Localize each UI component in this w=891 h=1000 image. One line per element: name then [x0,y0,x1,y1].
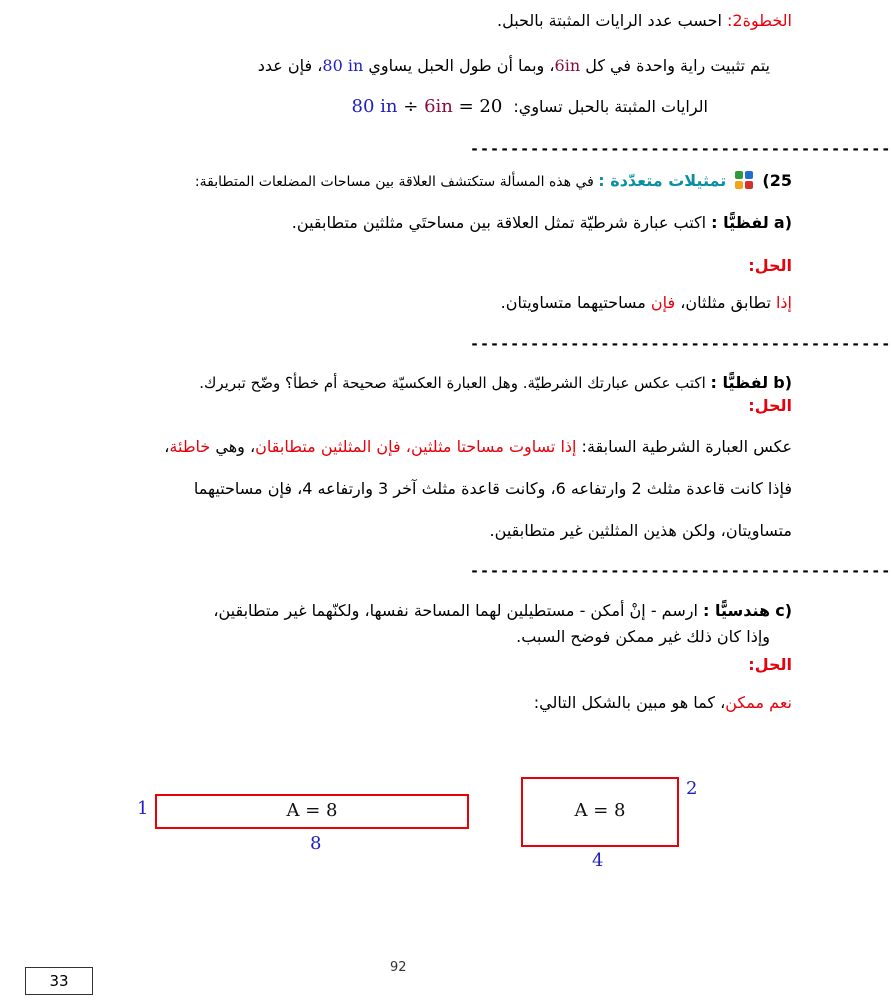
solution-label-c: الحل: [748,655,792,674]
qc-line [0,600,792,622]
step2-line [0,10,792,32]
para2-text: الرايات المثبتة بالحبل تساوي: [508,97,708,116]
ans-a-then: فإن [650,293,676,312]
rect1-area: A = 8 [286,800,338,821]
rect2-height: 2 [686,778,698,799]
page-box-number: 33 [25,967,93,995]
answer-c [0,692,792,714]
q25-line [0,170,792,193]
qa-text: اكتب عبارة شرطيّة تمثل العلاقة بين مساحتَي مثلثين متطابقين. [291,213,712,232]
qc-text: ارسم - إنْ أمكن - مستطيلين لهما المساحة نفسها، ولكنّهما غير متطابقين، [213,601,703,620]
qc-letter: c) [775,601,792,620]
ans-b-false: خاطئة [169,437,211,456]
qc-line-2: وإذا كان ذلك غير ممكن فوضح السبب. [516,627,770,646]
qa-label: لفظيًّا : [711,213,769,232]
ans-a-text-2: مساحتيهما متساويتان. [500,293,651,312]
qb-letter: b) [773,373,792,392]
answer-b-line-1 [0,436,792,458]
para1-line [0,55,770,77]
division-equation [352,96,503,118]
qa-letter: a) [773,213,792,232]
solution-label-b: الحل: [748,396,792,415]
qb-label: لفظيًّا : [710,373,769,392]
rect2 [521,777,679,847]
calc-op: ÷ [397,96,425,117]
q25-number: 25) [762,171,792,190]
para1-value-2: 80 in [322,56,364,75]
q25-title: تمثيلات متعدّدة : [598,171,727,190]
rect1 [155,794,469,829]
page-number: 92 [390,960,407,975]
para1-text-1: يتم تثبيت راية واحدة في كل [580,56,770,75]
separator-2: ------------------------------------------ [470,335,891,353]
separator-1: ------------------------------------------ [470,140,891,158]
separator-3: ------------------------------------------ [470,562,891,580]
step2-text: احسب عدد الرايات المثبتة بالحبل. [497,11,727,30]
rect1-width: 8 [310,833,322,854]
q25-text: في هذه المسألة ستكتشف العلاقة بين مساحات المضلعات المتطابقة: [194,174,599,190]
answer-b-line-3: متساويتان، ولكن هذين المثلثين غير متطابقين. [489,521,792,540]
ans-b-converse: إذا تساوت مساحتا مثلثين، فإن المثلثين متطابقان [255,437,577,456]
qa-line [0,212,792,234]
calc-result: = 20 [452,96,503,117]
puzzle-icon [735,171,753,189]
rect2-width: 4 [592,850,604,871]
step2-label: الخطوة2: [727,11,792,30]
ans-c-text: ، كما هو مبين بالشكل التالي: [533,693,726,712]
calc-a: 80 in [351,96,398,117]
calc-b: 6in [424,96,453,117]
rect1-height: 1 [137,798,149,819]
ans-b-text-2: ، وهي [210,437,256,456]
ans-b-text-1: عكس العبارة الشرطية السابقة: [576,437,792,456]
qb-line [0,372,792,394]
qc-label: هندسيًّا : [703,601,771,620]
para1-text-2: ، وبما أن طول الحبل يساوي [363,56,555,75]
ans-a-text-1: تطابق مثلثان، [675,293,776,312]
ans-c-yes: نعم ممكن [725,693,792,712]
para1-text-3: ، فإن عدد [257,56,323,75]
ans-a-if: إذا [775,293,792,312]
solution-label-a: الحل: [748,256,792,275]
para2-line [0,96,708,118]
ans-b-text-3: ، [164,437,170,456]
rect2-area: A = 8 [574,800,626,821]
answer-b-line-2: فإذا كانت قاعدة مثلث 2 وارتفاعه 6، وكانت قاعدة مثلث آخر 3 وارتفاعه 4، فإن مساحتيهما [193,479,792,498]
qb-text: اكتب عكس عبارتك الشرطيّة. وهل العبارة العكسيّة صحيحة أم خطأ؟ وضّح تبريرك. [199,374,711,392]
para1-value-1: 6in [554,56,581,75]
answer-a [0,292,792,314]
